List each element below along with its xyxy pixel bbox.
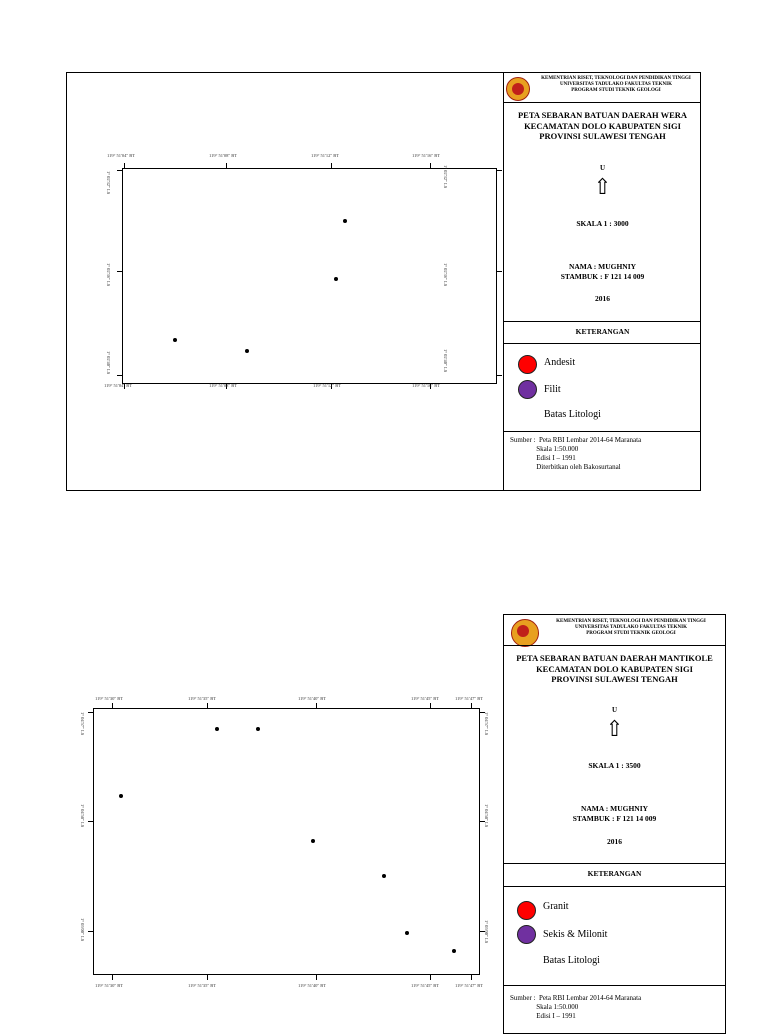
author-name: NAMA : MUGHNIY <box>568 262 637 271</box>
coord-label-bottom: 119° 51'30" BT <box>95 983 124 988</box>
legend-swatch-granit <box>517 901 536 920</box>
map-title: PETA SEBARAN BATUAN DAERAH MANTIKOLE KECAMATAN DOLO KABUPATEN SIGI PROVINSI SULAWESI TENGAH <box>516 653 713 684</box>
north-arrow-icon: ⇧ <box>605 716 624 741</box>
legend-title: KETERANGAN <box>575 327 630 336</box>
author-stambuk: STAMBUK : F 121 14 009 <box>560 272 645 281</box>
sample-point <box>382 874 386 878</box>
legend-panel-mantikole <box>503 614 726 1034</box>
author-stambuk: STAMBUK : F 121 14 009 <box>572 814 657 823</box>
map-sheet-wera <box>66 72 701 491</box>
author-name: NAMA : MUGHNIY <box>580 804 649 813</box>
sample-point <box>405 931 409 935</box>
sample-point <box>119 794 123 798</box>
coord-label-bottom: 119° 51'16" BT <box>412 383 441 388</box>
university-logo <box>506 77 530 101</box>
sample-point <box>452 949 456 953</box>
coord-label-right: 1° 05'00" LS <box>484 920 489 944</box>
coord-label-bottom: 119° 51'12" BT <box>313 383 342 388</box>
sample-point <box>215 727 219 731</box>
legend-title: KETERANGAN <box>587 869 642 878</box>
coord-label-top: 119° 51'30" BT <box>95 696 124 701</box>
map-scale: SKALA 1 : 3500 <box>588 761 641 770</box>
coord-label-top: 119° 51'40" BT <box>298 696 327 701</box>
map-source: Sumber : Peta RBI Lembar 2014-64 Maranata Skala 1:50.000 Edisi I – 1991 Diterbitkan oleh Bakosurtanal <box>510 436 642 471</box>
coord-label-left: 1° 02'32" LS <box>106 171 111 195</box>
map-year: 2016 <box>595 294 610 303</box>
north-label: U <box>611 706 618 714</box>
map-title: PETA SEBARAN BATUAN DAERAH WERA KECAMATAN DOLO KABUPATEN SIGI PROVINSI SULAWESI TENGAH <box>517 110 688 141</box>
coord-label-top: 119° 51'12" BT <box>311 153 340 158</box>
university-logo <box>511 619 539 647</box>
map-frame-mantikole <box>93 708 480 975</box>
legend-label: Filit <box>544 384 561 395</box>
coord-label-left: 1° 02'40" LS <box>106 351 111 375</box>
coord-label-top: 119° 51'45" BT <box>411 696 440 701</box>
coord-label-left: 1° 04'58" LS <box>80 804 85 828</box>
institution-header: KEMENTRIAN RISET, TEKNOLOGI DAN PENDIDIKAN TINGGI UNIVERSITAS TADULAKO FAKULTAS TEKNIK PROGRAM STUDI TEKNIK GEOLOGI <box>556 619 706 636</box>
legend-label: Sekis & Milonit <box>543 929 608 940</box>
sample-point <box>173 338 177 342</box>
coord-label-bottom: 119° 51'08" BT <box>209 383 238 388</box>
legend-panel <box>503 73 701 491</box>
coord-label-top: 119° 51'16" BT <box>412 153 441 158</box>
coord-label-bottom: 119° 51'45" BT <box>411 983 440 988</box>
coord-label-bottom: 119° 51'47" BT <box>455 983 484 988</box>
coord-label-bottom: 119° 51'40" BT <box>298 983 327 988</box>
coord-label-right: 1° 02'40" LS <box>443 349 448 373</box>
coord-label-top: 119° 51'35" BT <box>188 696 217 701</box>
sample-point <box>256 727 260 731</box>
coord-label-right: 1° 02'36" LS <box>443 263 448 287</box>
sample-point <box>245 349 249 353</box>
coord-label-top: 119° 51'08" BT <box>209 153 238 158</box>
institution-header: KEMENTRIAN RISET, TEKNOLOGI DAN PENDIDIKAN TINGGI UNIVERSITAS TADULAKO FAKULTAS TEKNIK PROGRAM STUDI TEKNIK GEOLOGI <box>541 76 691 93</box>
north-label: U <box>599 164 606 172</box>
coord-label-top: 119° 51'47" BT <box>455 696 484 701</box>
coord-label-right: 1° 04'58" LS <box>484 804 489 828</box>
coord-label-top: 119° 51'04" BT <box>107 153 136 158</box>
coord-label-right: 1° 02'32" LS <box>443 165 448 189</box>
coord-label-right: 1° 04'57" LS <box>484 712 489 736</box>
sample-point <box>343 219 347 223</box>
coord-label-left: 1° 05'00" LS <box>80 918 85 942</box>
legend-label: Batas Litologi <box>543 955 600 966</box>
legend-swatch-sekis-milonit <box>517 925 536 944</box>
coord-label-bottom: 119° 51'35" BT <box>188 983 217 988</box>
legend-swatch-andesit <box>518 355 537 374</box>
sample-point <box>334 277 338 281</box>
map-scale: SKALA 1 : 3000 <box>576 219 629 228</box>
map-source: Sumber : Peta RBI Lembar 2014-64 Maranata Skala 1:50.000 Edisi I – 1991 <box>510 994 642 1020</box>
legend-label: Andesit <box>544 357 576 368</box>
north-arrow-icon: ⇧ <box>593 174 612 199</box>
coord-label-left: 1° 02'36" LS <box>106 263 111 287</box>
sample-point <box>311 839 315 843</box>
map-year: 2016 <box>607 837 622 846</box>
coord-label-left: 1° 04'57" LS <box>80 712 85 736</box>
coord-label-bottom: 119° 51'04" BT <box>104 383 133 388</box>
map-frame <box>122 168 497 384</box>
legend-label: Granit <box>543 901 569 912</box>
legend-swatch-filit <box>518 380 537 399</box>
legend-label: Batas Litologi <box>544 409 601 420</box>
